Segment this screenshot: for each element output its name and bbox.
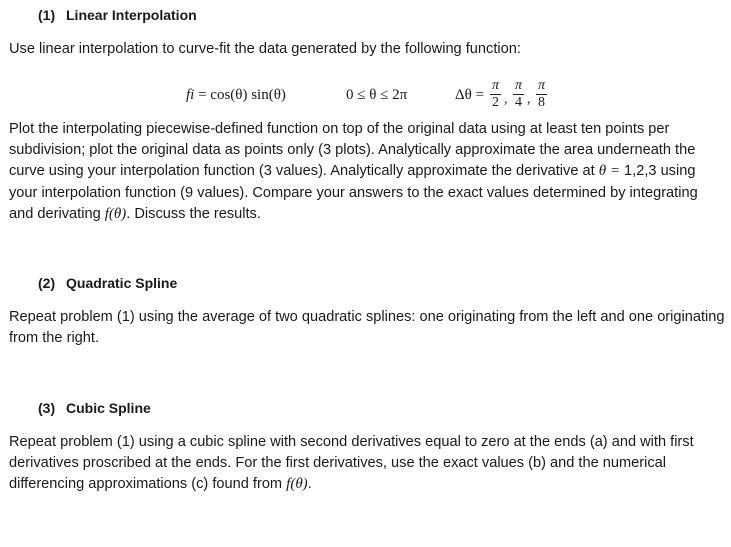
fraction-pi-over-8: π 8 bbox=[537, 78, 545, 110]
section-2-title: Quadratic Spline bbox=[66, 275, 178, 291]
formula-row bbox=[0, 78, 731, 114]
fraction-comma: , bbox=[527, 92, 531, 107]
fraction-comma: , bbox=[504, 92, 508, 107]
formula-delta: Δθ = bbox=[455, 87, 485, 103]
formula-f: fi = cos(θ) sin(θ) bbox=[186, 87, 286, 103]
fraction-pi-over-4: π 4 bbox=[514, 78, 522, 110]
section-2-body: Repeat problem (1) using the average of two quadratic splines: one originating from the left and one originating from the right. bbox=[9, 309, 725, 347]
section-1-title: Linear Interpolation bbox=[66, 7, 197, 23]
section-1-intro: Use linear interpolation to curve-fit the data generated by the following function: bbox=[9, 41, 521, 57]
section-1-heading bbox=[38, 7, 197, 23]
theta-equals: θ = bbox=[598, 163, 620, 180]
section-2-heading bbox=[38, 275, 177, 291]
section-2-number: (2) bbox=[38, 275, 56, 291]
section-3-body: Repeat problem (1) using a cubic spline with second derivatives equal to zero at the ends (a) and with first derivatives proscribed at the ends. For the first derivatives, use the exact values (b) and the numerical differencing approximations (c) found from f(θ). bbox=[9, 434, 694, 493]
f-theta: f(θ) bbox=[286, 476, 308, 493]
fraction-pi-over-2: π 2 bbox=[491, 78, 499, 110]
section-1-number: (1) bbox=[38, 7, 56, 23]
f-theta: f(θ) bbox=[104, 205, 127, 222]
section-3-number: (3) bbox=[38, 400, 56, 416]
section-3-title: Cubic Spline bbox=[66, 400, 151, 416]
formula-range: 0 ≤ θ ≤ 2π bbox=[346, 87, 408, 103]
section-1-body: Plot the interpolating piecewise-defined function on top of the original data using at least ten points per subdivision; plot the original data as points only (3 plots). Analytically approximate the area underneath the curve using your interpolation function (3 values). Analytically approximate the derivative at θ = 1,2,3 using your interpolation function (9 values). Compare your answers to the exact values determined by integrating and derivating f(θ). Discuss the results. bbox=[9, 121, 698, 222]
section-3-heading bbox=[38, 400, 151, 416]
